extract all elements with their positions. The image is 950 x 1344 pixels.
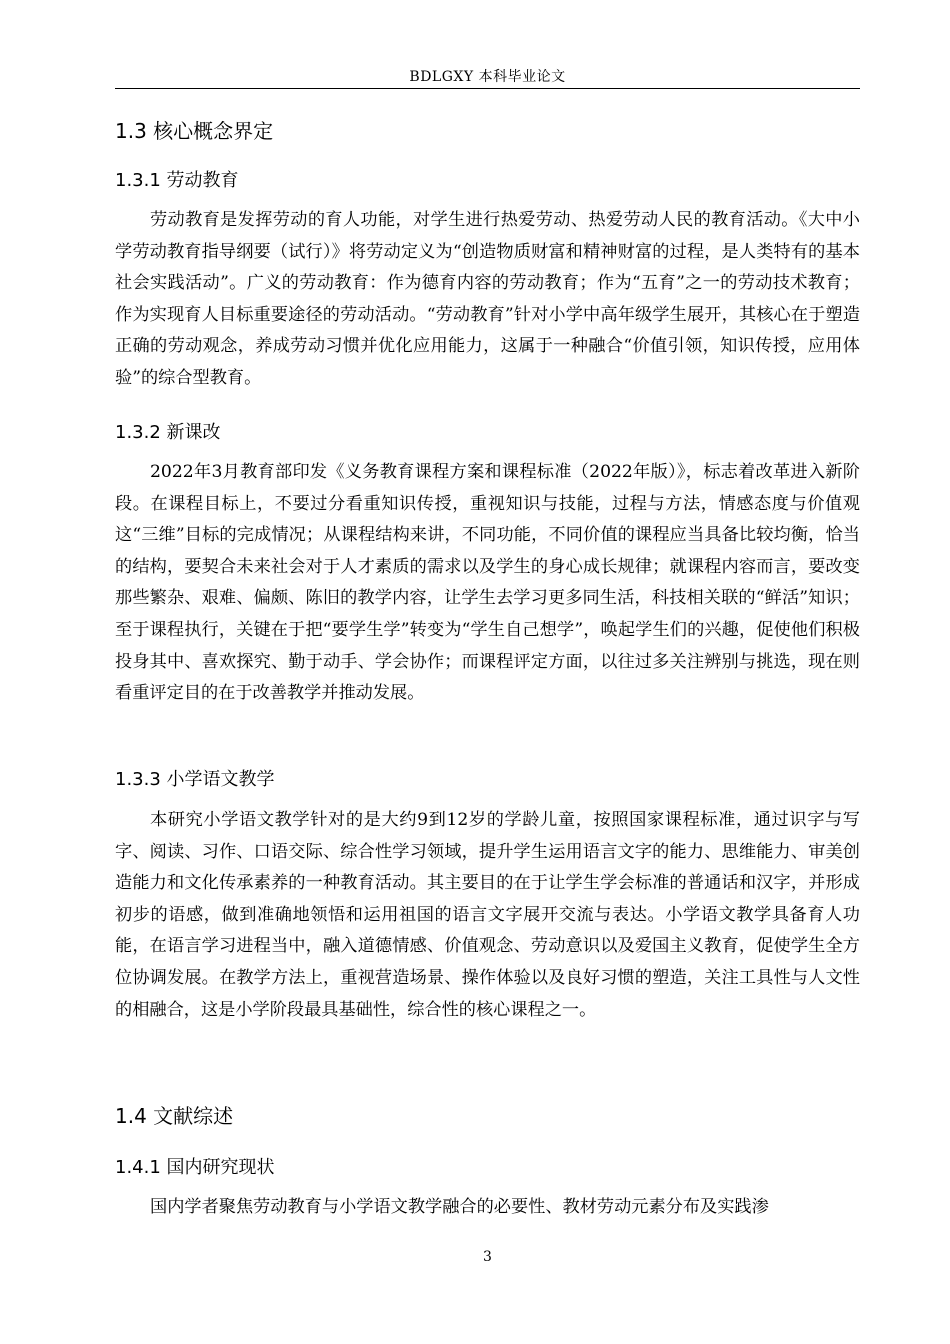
paragraph-domestic-research: 国内学者聚焦劳动教育与小学语文教学融合的必要性、教材劳动元素分布及实践渗 — [150, 1197, 769, 1217]
paragraph-new-curriculum-reform: 2022年3月教育部印发《义务教育课程方案和课程标准（2022年版）》，标志着改革进入新阶段。在课程目标上，不要过分看重知识传授，重视知识与技能，过程与方法，情感态度与价值观这“三维”目标的完成情况；从课程结构来讲，不同功能，不同价值的课程应当具备比较均衡，恰当的结构，要契合未来社会对于人才素质的需求以及学生的身心成长规律；就课程内容而言，要改变那些繁杂、艰难、偏颇、陈旧的教学内容，让学生去学习更多同生活，科技相关联的“鲜活”知识；至于课程执行，关键在于把“要学生学”转变为“学生自己想学”，唤起学生们的兴趣，促使他们积极投身其中、喜欢探究、勤于动手、学会协作；而课程评定方面，以往过多关注辨别与挑选，现在则看重评定目的在于改善教学并推动发展。 — [115, 462, 860, 704]
section-heading-1-3-1: 1.3.1 劳动教育 — [115, 170, 239, 191]
paragraph-primary-chinese-teaching: 本研究小学语文教学针对的是大约9到12岁的学龄儿童，按照国家课程标准，通过识字与写字、阅读、习作、口语交际、综合性学习领域，提升学生运用语言文字的能力、思维能力、审美创造能力和文化传承素养的一种教育活动。其主要目的在于让学生学会标准的普通话和汉字，并形成初步的语感，做到准确地领悟和运用祖国的语言文字展开交流与表达。小学语文教学具备育人功能，在语言学习进程当中，融入道德情感、价值观念、劳动意识以及爱国主义教育，促使学生全方位协调发展。在教学方法上，重视营造场景、操作体验以及良好习惯的塑造，关注工具性与人文性的相融合，这是小学阶段最具基础性，综合性的核心课程之一。 — [115, 810, 860, 1020]
running-header: BDLGXY 本科毕业论文 — [409, 69, 566, 85]
paragraph-labor-education: 劳动教育是发挥劳动的育人功能，对学生进行热爱劳动、热爱劳动人民的教育活动。《大中小学劳动教育指导纲要（试行）》将劳动定义为“创造物质财富和精神财富的过程，是人类特有的基本社会实践活动”。广义的劳动教育：作为德育内容的劳动教育；作为“五育”之一的劳动技术教育；作为实现育人目标重要途径的劳动活动。“劳动教育”针对小学中高年级学生展开，其核心在于塑造正确的劳动观念，养成劳动习惯并优化应用能力，这属于一种融合“价值引领，知识传授，应用体验”的综合型教育。 — [115, 210, 860, 388]
section-heading-1-3-2: 1.3.2 新课改 — [115, 422, 221, 443]
section-heading-1-4-1: 1.4.1 国内研究现状 — [115, 1157, 275, 1178]
page-number: 3 — [483, 1249, 492, 1265]
section-heading-1-3: 1.3 核心概念界定 — [115, 119, 274, 143]
section-heading-1-3-3: 1.3.3 小学语文教学 — [115, 769, 275, 790]
section-heading-1-4: 1.4 文献综述 — [115, 1104, 234, 1128]
header-divider — [115, 88, 860, 89]
